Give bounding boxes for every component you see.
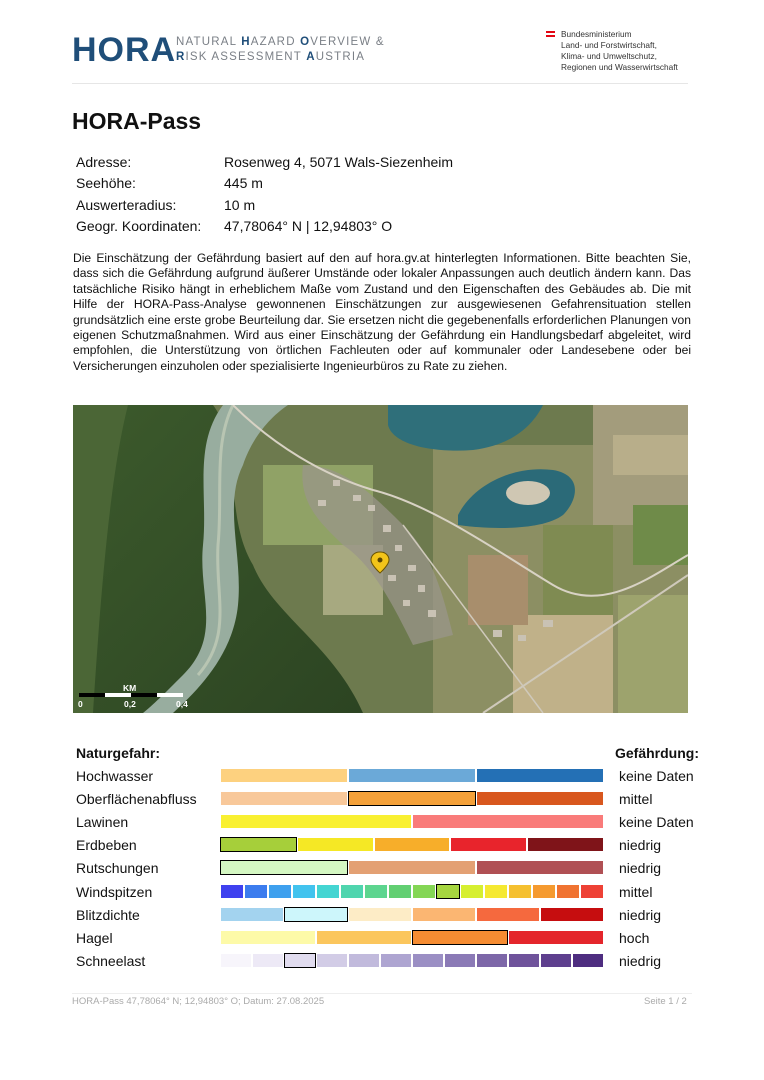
hazard-level-erdbeben: niedrig	[619, 837, 662, 854]
aerial-map[interactable]	[73, 405, 688, 713]
hora-subtitle	[176, 35, 385, 65]
hazard-scale-segment	[348, 860, 476, 875]
hazard-level-hochwasser: keine Daten	[619, 768, 694, 784]
hazard-scale-segment	[476, 907, 540, 922]
austria-flag-icon	[546, 31, 555, 37]
hazard-name-blitzdichte: Blitzdichte	[76, 906, 140, 923]
hazard-scale-segment	[292, 884, 316, 899]
hazard-scale-segment-active	[220, 837, 297, 852]
hazard-scale-segment	[532, 884, 556, 899]
aerial-map-image	[73, 405, 688, 713]
hazard-scale-segment	[220, 814, 412, 829]
hazard-scale-segment	[572, 953, 604, 968]
page-title: HORA-Pass	[72, 108, 202, 134]
hazard-scale-blitzdichte	[220, 907, 604, 922]
hazard-scale-segment	[348, 768, 476, 783]
hazard-scale-segment	[297, 837, 374, 852]
hazard-scale-segment	[220, 791, 348, 806]
hazard-scale-segment	[508, 930, 604, 945]
hazard-name-hochwasser: Hochwasser	[76, 768, 154, 784]
hazard-scale-segment	[412, 814, 604, 829]
hazard-scale-segment	[508, 884, 532, 899]
hazard-scale-hagel	[220, 930, 604, 945]
hazard-scale-segment	[348, 907, 412, 922]
hazard-scale-segment-active	[284, 907, 348, 922]
hazard-scale-segment	[484, 884, 508, 899]
hazard-scale-schneelast	[220, 953, 604, 968]
hazard-scale-segment	[252, 953, 284, 968]
hazard-scale-segment	[508, 953, 540, 968]
info-table	[76, 151, 453, 237]
hazard-level-blitzdichte: niedrig	[619, 906, 662, 923]
hazard-scale-segment	[220, 884, 244, 899]
hazard-scale-segment	[374, 837, 451, 852]
hazard-scale-segment	[580, 884, 604, 899]
hazard-scale-segment-active	[412, 930, 508, 945]
hazard-scale-lawinen	[220, 814, 604, 829]
disclaimer-text: Die Einschätzung der Gefährdung basiert auf den auf hora.gv.at hinterlegten Informationen. Bitte beachten Sie, dass sich die Gefährdung aufgrund äußerer Umstände oder lokaler Anpassungen auch deutlich ändern kann. Das tatsächliche Risiko hängt in erheblichem Maße vom Zustand und den Eigenschaften des Gebäudes ab. Die mit Hilfe der HORA-Pass-Analyse gewonnenen Einschätzungen zur ausgewiesenen Gefahrensituation stellen grundsätzlich eine erste grobe Beurteilung dar. Sie ersetzen nicht die gegebenenfalls erforderlichen Planungen von eigenen Schutzmaßnahmen. Wird aus einer Einschätzung der Gefährdung ein Handlungsbedarf abgeleitet, wird empfohlen, die Unterstützung von örtlichen Fachleuten oder auf kommunaler oder Landesebene oder bei Versicherungen einzuholen oder spezialisierte Ingenieurbüros zu Rate zu ziehen.	[73, 251, 691, 373]
hazard-scale-segment	[476, 791, 604, 806]
hazard-scale-segment	[444, 953, 476, 968]
hazard-scale-segment	[220, 953, 252, 968]
hazard-scale-segment	[380, 953, 412, 968]
info-row-radius: Auswerteradius: 10 m	[76, 196, 256, 213]
page-number: Seite 1 / 2	[644, 996, 687, 1007]
scale-bar-segments	[79, 693, 183, 697]
hazard-scale-segment	[460, 884, 484, 899]
hazard-level-schneelast: niedrig	[619, 952, 662, 969]
hora-logo: HORA	[72, 31, 177, 69]
hazard-scale-windspitzen	[220, 884, 604, 899]
info-row-address: Adresse: Rosenweg 4, 5071 Wals-Siezenheim	[76, 153, 454, 170]
hazard-scale-segment	[340, 884, 364, 899]
hazard-level-hagel: hoch	[619, 929, 650, 946]
hazard-level-oberfl-chenabfluss: mittel	[619, 791, 653, 808]
hazard-scale-segment-active	[348, 791, 476, 806]
hazard-scale-segment	[220, 930, 316, 945]
hazard-scale-segment	[316, 953, 348, 968]
hazard-scale-segment	[220, 768, 348, 783]
info-row-elevation: Seehöhe: 445 m	[76, 175, 263, 192]
hazard-scale-segment	[527, 837, 604, 852]
scale-label-end: 0,4	[176, 699, 188, 709]
scale-label-mid: 0,2	[124, 699, 136, 709]
hazard-scale-rutschungen	[220, 860, 604, 875]
hazard-scale-segment	[220, 907, 284, 922]
hazard-level-rutschungen: niedrig	[619, 860, 662, 877]
scale-unit-label: KM	[123, 683, 137, 693]
hazards-header-right: Gefährdung:	[615, 745, 699, 761]
header-divider	[72, 83, 688, 84]
hazard-name-rutschungen: Rutschungen	[76, 860, 159, 877]
footer-info: HORA-Pass 47,78064° N; 12,94803° O; Datum: 27.08.2025	[72, 996, 325, 1007]
hazard-level-windspitzen: mittel	[619, 883, 653, 900]
hazard-scale-segment	[268, 884, 292, 899]
hazard-scale-segment	[556, 884, 580, 899]
hazard-scale-segment	[540, 953, 572, 968]
footer-divider	[72, 993, 692, 994]
hazard-scale-segment	[450, 837, 527, 852]
hazard-name-erdbeben: Erdbeben	[76, 837, 137, 854]
subtitle-line-1: NATURAL HAZARD OVERVIEW &	[176, 36, 385, 48]
hazard-scale-segment-active	[220, 860, 348, 875]
hazard-scale-segment	[476, 953, 508, 968]
hazard-scale-segment-active	[436, 884, 460, 899]
hazard-scale-hochwasser	[220, 768, 604, 783]
hazard-scale-segment	[540, 907, 604, 922]
map-scale-bar	[79, 682, 191, 710]
hazard-scale-segment	[476, 768, 604, 783]
hazard-scale-segment	[412, 884, 436, 899]
hazard-scale-segment	[412, 907, 476, 922]
ministry-name: Bundesministerium Land- und Forstwirtschaft, Klima- und Umweltschutz, Regionen und Wasserwirtschaft	[561, 29, 678, 72]
hazard-scale-segment	[316, 930, 412, 945]
info-row-coordinates: Geogr. Koordinaten: 47,78064° N | 12,94803° O	[76, 218, 393, 235]
hazard-scale-segment	[244, 884, 268, 899]
hazard-scale-segment	[348, 953, 380, 968]
hazard-scale-segment	[316, 884, 340, 899]
hazard-name-oberfl-chenabfluss: Oberflächenabfluss	[76, 791, 197, 808]
hazard-scale-segment	[388, 884, 412, 899]
scale-label-0: 0	[78, 699, 83, 709]
hazard-name-schneelast: Schneelast	[76, 952, 146, 969]
hazard-scale-segment-active	[284, 953, 316, 968]
hazard-scale-segment	[476, 860, 604, 875]
hazard-scale-segment	[412, 953, 444, 968]
hazard-level-lawinen: keine Daten	[619, 814, 694, 831]
hazard-scale-oberfl-chenabfluss	[220, 791, 604, 806]
hazard-scale-segment	[364, 884, 388, 899]
hazard-name-lawinen: Lawinen	[76, 814, 129, 831]
hazards-header-left: Naturgefahr:	[76, 745, 161, 761]
hazard-name-windspitzen: Windspitzen	[76, 883, 153, 900]
hazard-scale-erdbeben	[220, 837, 604, 852]
subtitle-line-2: RISK ASSESSMENT AUSTRIA	[176, 51, 366, 63]
hazard-name-hagel: Hagel	[76, 929, 113, 946]
